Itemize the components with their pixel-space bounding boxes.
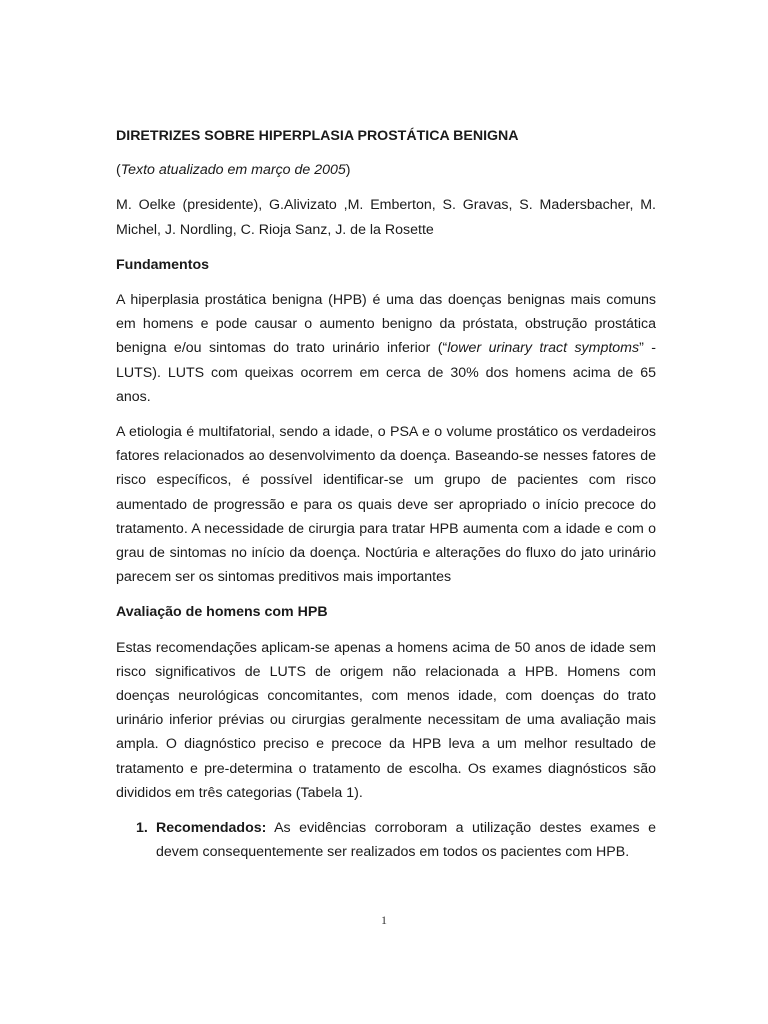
list-item-label: Recomendados: xyxy=(156,820,267,837)
list-item-number: 1. xyxy=(136,820,148,837)
list-item-text: As evidências corroboram a utilização destes exames e devem consequentemente ser realizados em todos os pacientes com HPB. xyxy=(156,820,656,861)
paragraph-italic-text: lower urinary tract symptoms xyxy=(447,340,640,357)
paragraph-text: A hiperplasia prostática benigna (HPB) é uma das doenças benignas mais comuns em homens e pode causar o aumento benigno da próstata, obstrução prostática benigna e/ou sintomas do trato urinário inferior (“ xyxy=(116,292,656,357)
paragraph-fundamentos-2: A etiologia é multifatorial, sendo a idade, o PSA e o volume prostático os verdadeiros fatores relacionados ao desenvolvimento da doença. Baseando-se nesses fatores de risco específicos, é possível identificar-se um grupo de pacientes com risco aumentado de progressão e para os quais deve ser apropriado o início precoce do tratamento. A necessidade de cirurgia para tratar HPB aumenta com a idade e com o grau de sintomas no início da doença. Noctúria e alterações do fluxo do jato urinário parecem ser os sintomas preditivos mais importantes xyxy=(116,424,656,586)
section-heading-fundamentos: Fundamentos xyxy=(116,256,210,273)
update-note xyxy=(116,158,656,182)
update-note-close-paren: ) xyxy=(345,162,351,179)
paragraph-text: ” - LUTS). LUTS com queixas ocorrem em cerca de 30% dos homens acima de 65 anos. xyxy=(116,340,656,405)
update-note-open-paren: ( xyxy=(116,162,121,179)
paragraph-fundamentos-1 xyxy=(116,288,656,409)
exam-category-list xyxy=(116,816,656,864)
paragraph-avaliacao-1: Estas recomendações aplicam-se apenas a homens acima de 50 anos de idade sem risco significativos de LUTS de origem não relacionada a HPB. Homens com doenças neurológicas concomitantes, com menos idade, com doenças do trato urinário inferior prévias ou cirurgias geralmente necessitam de uma avaliação mais ampla. O diagnóstico preciso e precoce da HPB leva a um melhor resultado de tratamento e pre-determina o tratamento de escolha. Os exames diagnósticos são divididos em três categorias (Tabela 1). xyxy=(116,639,656,801)
section-heading-avaliacao: Avaliação de homens com HPB xyxy=(116,604,328,621)
document-title: DIRETRIZES SOBRE HIPERPLASIA PROSTÁTICA BENIGNA xyxy=(116,128,519,144)
page-number: 1 xyxy=(381,913,387,927)
document-body xyxy=(116,124,656,864)
list-item-recomendados xyxy=(116,816,656,864)
update-note-text: Texto atualizado em março de 2005 xyxy=(120,162,346,179)
author-list: M. Oelke (presidente), G.Alivizato ,M. Emberton, S. Gravas, S. Madersbacher, M. Michel, J. Nordling, C. Rioja Sanz, J. de la Rosette xyxy=(116,197,656,238)
